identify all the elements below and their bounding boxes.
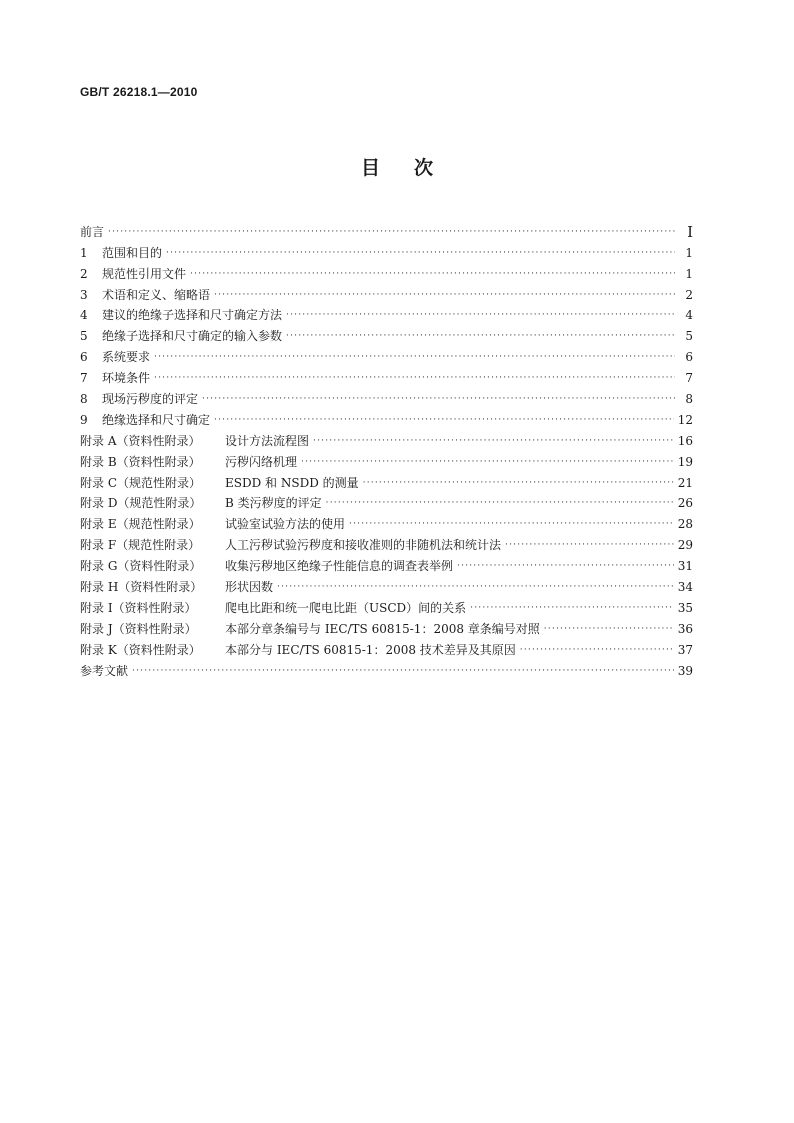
toc-entry-leader-dots — [313, 434, 674, 449]
toc-entry-page-number: 26 — [677, 496, 693, 511]
toc-entry-page-number: 19 — [677, 454, 693, 469]
toc-entry-number: 2 — [80, 266, 88, 281]
toc-entry-appendix-label: 附录 C（规范性附录） — [80, 475, 201, 490]
toc-entry-leader-dots — [326, 496, 674, 511]
toc-entry-page-number: 4 — [685, 308, 693, 323]
toc-entry-title: ESDD 和 NSDD 的测量 — [225, 475, 359, 490]
toc-entry[interactable] — [80, 658, 693, 679]
toc-entry-number: 1 — [80, 245, 88, 260]
toc-entry-leader-dots — [457, 559, 674, 574]
toc-entry-appendix-label: 附录 I（资料性附录） — [80, 600, 197, 615]
toc-entry-leader-dots — [202, 392, 675, 407]
toc-entry-leader-dots — [520, 643, 674, 658]
toc-entry-page-number: 29 — [677, 538, 693, 553]
toc-entry-page-number: 21 — [677, 475, 693, 490]
toc-entry-page-number: 8 — [685, 392, 693, 407]
toc-entry-title: B 类污秽度的评定 — [225, 496, 322, 511]
toc-entry-page-number: 31 — [677, 559, 693, 574]
toc-entry-leader-dots — [286, 329, 675, 344]
toc-entry-number: 7 — [80, 371, 88, 386]
toc-entry[interactable] — [80, 407, 693, 428]
toc-entry-appendix-label: 附录 D（规范性附录） — [80, 496, 202, 511]
table-of-contents — [80, 219, 693, 679]
toc-entry-title: 范围和目的 — [102, 245, 163, 260]
toc-entry-leader-dots — [214, 288, 675, 303]
toc-entry[interactable] — [80, 553, 693, 574]
toc-entry-appendix-label: 附录 A（资料性附录） — [80, 433, 201, 448]
toc-entry-leader-dots — [277, 580, 674, 595]
toc-entry-leader-dots — [108, 225, 675, 240]
toc-entry-leader-dots — [470, 601, 674, 616]
toc-entry-title: 前言 — [80, 224, 105, 239]
toc-entry[interactable] — [80, 574, 693, 595]
toc-entry-leader-dots — [190, 267, 675, 282]
toc-entry-page-number: 16 — [677, 433, 693, 448]
toc-entry-title: 收集污秽地区绝缘子性能信息的调查表举例 — [225, 559, 454, 574]
toc-entry-title: 建议的绝缘子选择和尺寸确定方法 — [102, 308, 283, 323]
toc-entry-title: 设计方法流程图 — [225, 433, 310, 448]
document-code: GB/T 26218.1—2010 — [80, 85, 198, 99]
toc-entry-page-number: 34 — [677, 580, 693, 595]
toc-entry-leader-dots — [132, 664, 674, 679]
toc-entry-number: 4 — [80, 308, 88, 323]
toc-entry[interactable] — [80, 470, 693, 491]
toc-entry-page-number: I — [687, 222, 693, 241]
toc-entry-title: 人工污秽试验污秽度和接收准则的非随机法和统计法 — [225, 538, 502, 553]
toc-entry-leader-dots — [214, 413, 674, 428]
toc-entry-leader-dots — [154, 371, 675, 386]
toc-entry-title: 绝缘子选择和尺寸确定的输入参数 — [102, 329, 283, 344]
toc-entry-appendix-label: 附录 F（规范性附录） — [80, 538, 201, 553]
toc-entry-title: 污秽闪络机理 — [225, 454, 298, 469]
toc-entry-title: 环境条件 — [102, 371, 151, 386]
toc-entry-appendix-label: 附录 B（资料性附录） — [80, 454, 201, 469]
toc-entry-title: 试验室试验方法的使用 — [225, 517, 346, 532]
toc-entry[interactable] — [80, 511, 693, 532]
toc-entry-leader-dots — [363, 476, 674, 491]
toc-entry-page-number: 1 — [685, 266, 693, 281]
toc-entry-leader-dots — [166, 246, 675, 261]
toc-entry-appendix-label: 附录 K（资料性附录） — [80, 642, 201, 657]
toc-entry[interactable] — [80, 386, 693, 407]
toc-entry[interactable] — [80, 261, 693, 282]
toc-entry-title: 本部分与 IEC/TS 60815-1：2008 技术差异及其原因 — [225, 642, 516, 657]
toc-entry-appendix-label: 附录 H（资料性附录） — [80, 580, 203, 595]
toc-entry-appendix-label: 附录 J（资料性附录） — [80, 621, 197, 636]
toc-entry-title: 本部分章条编号与 IEC/TS 60815-1：2008 章条编号对照 — [225, 621, 540, 636]
toc-entry-appendix-label: 附录 E（规范性附录） — [80, 517, 201, 532]
toc-entry[interactable] — [80, 449, 693, 470]
toc-entry[interactable] — [80, 595, 693, 616]
toc-entry-leader-dots — [544, 622, 674, 637]
toc-entry-title: 爬电比距和统一爬电比距（USCD）间的关系 — [225, 600, 467, 615]
toc-entry-title: 术语和定义、缩略语 — [102, 287, 211, 302]
toc-entry-title: 现场污秽度的评定 — [102, 392, 199, 407]
toc-entry-number: 5 — [80, 329, 88, 344]
toc-entry-page-number: 37 — [677, 642, 693, 657]
toc-entry-page-number: 7 — [685, 371, 693, 386]
toc-entry[interactable] — [80, 491, 693, 512]
toc-entry-leader-dots — [349, 517, 674, 532]
page-title — [0, 153, 794, 180]
toc-entry[interactable] — [80, 637, 693, 658]
toc-entry-appendix-label: 附录 G（资料性附录） — [80, 559, 202, 574]
toc-entry[interactable] — [80, 240, 693, 261]
toc-entry-number: 3 — [80, 287, 88, 302]
toc-entry-leader-dots — [154, 350, 675, 365]
toc-entry-page-number: 1 — [685, 245, 693, 260]
toc-entry-leader-dots — [505, 538, 674, 553]
toc-entry-title: 绝缘选择和尺寸确定 — [102, 412, 211, 427]
toc-entry-leader-dots — [286, 308, 675, 323]
toc-entry[interactable] — [80, 365, 693, 386]
toc-entry-title: 形状因数 — [225, 580, 274, 595]
toc-entry[interactable] — [80, 303, 693, 324]
toc-entry[interactable] — [80, 616, 693, 637]
toc-entry[interactable] — [80, 323, 693, 344]
toc-entry[interactable] — [80, 282, 693, 303]
toc-entry-page-number: 39 — [677, 663, 693, 678]
toc-entry[interactable] — [80, 532, 693, 553]
toc-entry-title: 系统要求 — [102, 350, 151, 365]
page-title-char-2: 次 — [414, 157, 434, 179]
toc-entry-number: 9 — [80, 412, 88, 427]
toc-entry-leader-dots — [301, 455, 674, 470]
toc-entry-number: 6 — [80, 350, 88, 365]
toc-entry[interactable] — [80, 344, 693, 365]
toc-entry-page-number: 5 — [685, 329, 693, 344]
toc-entry-page-number: 2 — [685, 287, 693, 302]
toc-entry-page-number: 28 — [677, 517, 693, 532]
toc-entry-page-number: 6 — [685, 350, 693, 365]
toc-entry-page-number: 35 — [677, 600, 693, 615]
toc-entry-title: 参考文献 — [80, 663, 129, 678]
page-title-char-1: 目 — [360, 157, 380, 179]
toc-entry-title: 规范性引用文件 — [102, 266, 187, 281]
toc-entry[interactable] — [80, 219, 693, 240]
toc-entry-page-number: 12 — [677, 412, 693, 427]
toc-entry-page-number: 36 — [677, 621, 693, 636]
toc-entry[interactable] — [80, 428, 693, 449]
toc-entry-number: 8 — [80, 392, 88, 407]
